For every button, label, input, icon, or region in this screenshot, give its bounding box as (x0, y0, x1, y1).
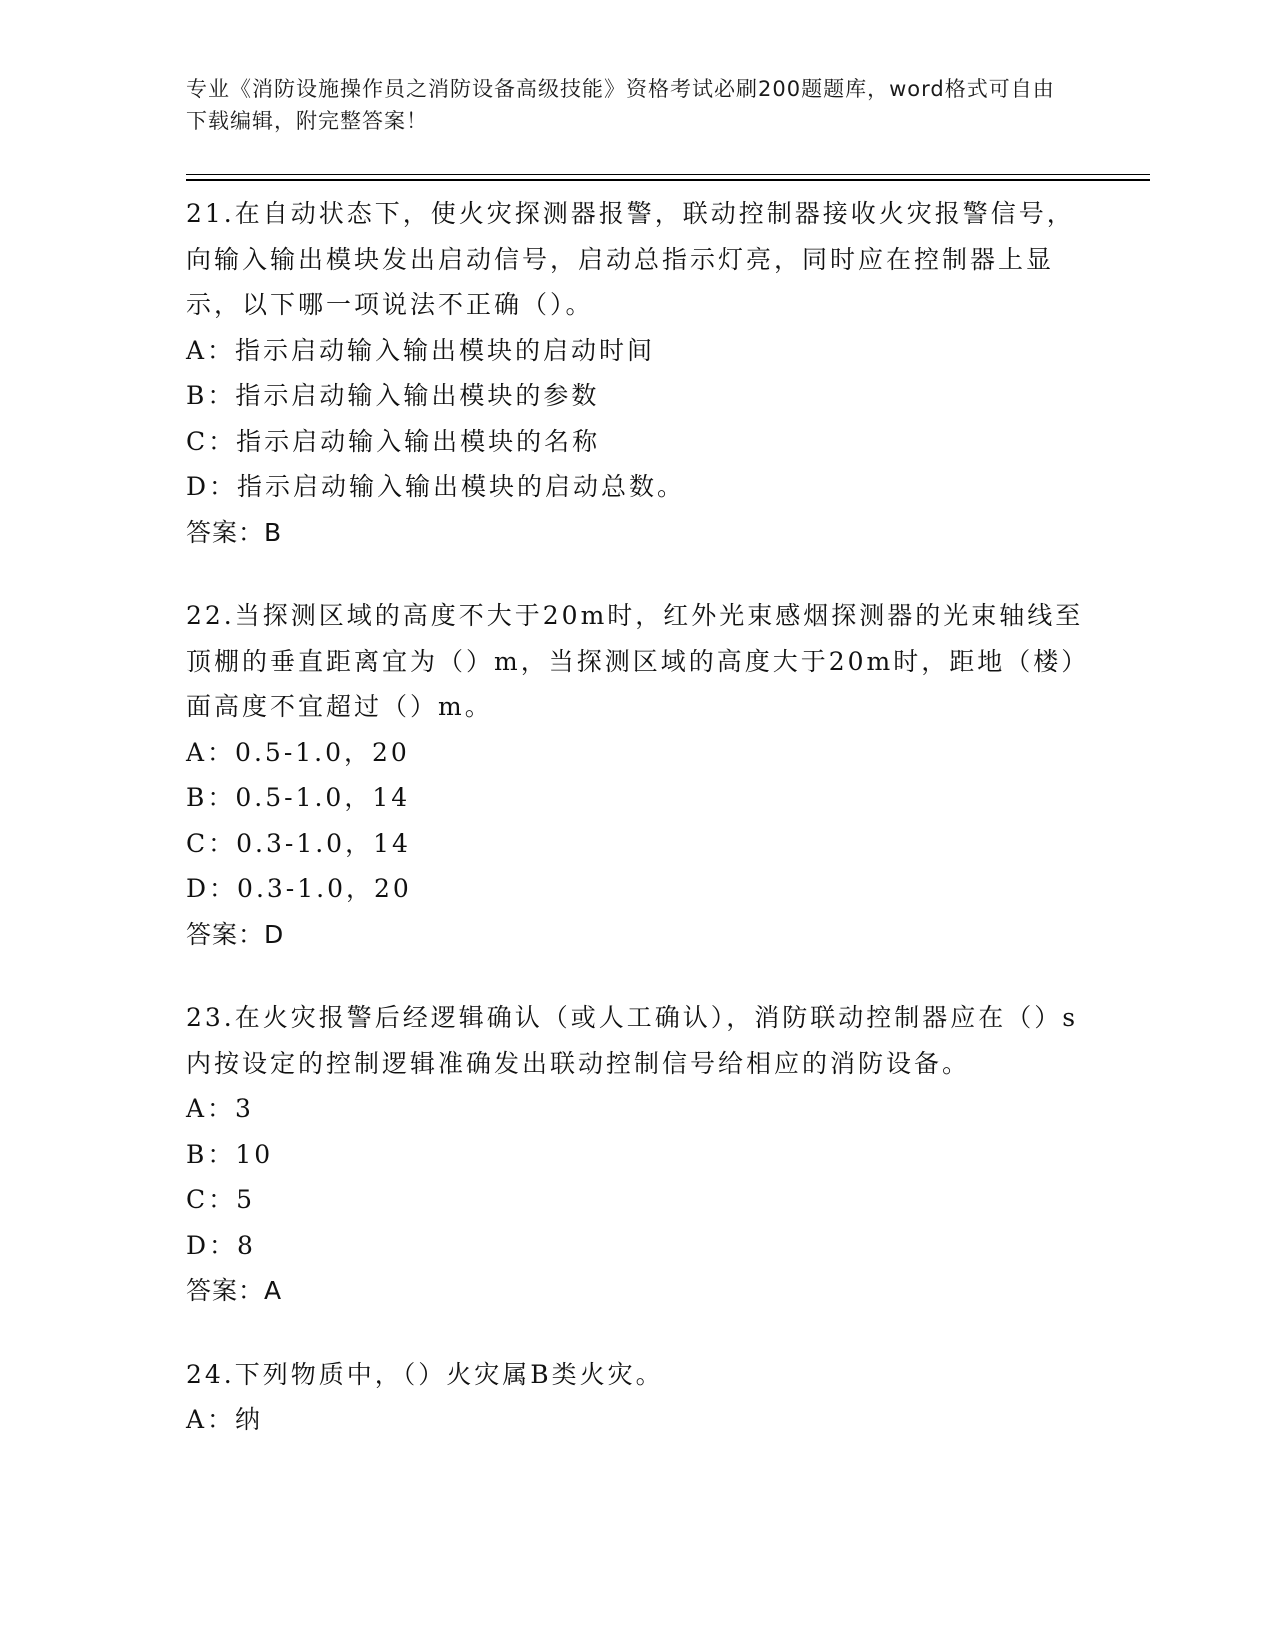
question-list (186, 191, 1086, 1481)
option-a: A：3 (186, 1094, 254, 1123)
option-a: A：0.5-1.0，20 (186, 737, 410, 767)
header-rule-thick (186, 179, 1150, 181)
option-c: C：指示启动输入输出模块的名称 (186, 426, 601, 456)
option-d: D：8 (186, 1230, 256, 1260)
option-a: A：纳 (186, 1405, 264, 1434)
option-b: B：0.5-1.0，14 (186, 783, 411, 812)
option-c: C：0.3-1.0，14 (186, 828, 411, 858)
option-d: D：指示启动输入输出模块的启动总数。 (186, 472, 686, 501)
question-stem: 21.在自动状态下，使火灾探测器报警，联动控制器接收火灾报警信号，向输入输出模块发出启动信号，启动总指示灯亮，同时应在控制器上显示，以下哪一项说法不正确（）。 (186, 199, 1075, 319)
document-header: 专业《消防设施操作员之消防设备高级技能》资格考试必刷200题题库，word格式可自由下载编辑，附完整答案！ (186, 77, 1055, 133)
option-b: B：10 (186, 1139, 274, 1169)
header-rule-thin (186, 174, 1150, 175)
answer-line: 答案：B (186, 517, 283, 547)
question-21 (186, 191, 1086, 555)
question-stem: 22.当探测区域的高度不大于20m时，红外光束感烟探测器的光束轴线至顶棚的垂直距离宜为（）m，当探测区域的高度大于20m时，距地（楼）面高度不宜超过（）m。 (186, 601, 1084, 721)
question-24 (186, 1352, 1086, 1443)
answer-line: 答案：A (186, 1276, 283, 1305)
question-23 (186, 995, 1086, 1314)
option-b: B：指示启动输入输出模块的参数 (186, 381, 600, 410)
answer-line: 答案：D (186, 919, 285, 949)
option-c: C：5 (186, 1185, 256, 1214)
question-stem: 23.在火灾报警后经逻辑确认（或人工确认），消防联动控制器应在（）s内按设定的控制逻辑准确发出联动控制信号给相应的消防设备。 (186, 1003, 1079, 1078)
question-stem: 24.下列物质中，（）火灾属B类火灾。 (186, 1359, 664, 1389)
question-22 (186, 593, 1086, 957)
option-a: A：指示启动输入输出模块的启动时间 (186, 335, 656, 365)
option-d: D：0.3-1.0，20 (186, 874, 412, 903)
